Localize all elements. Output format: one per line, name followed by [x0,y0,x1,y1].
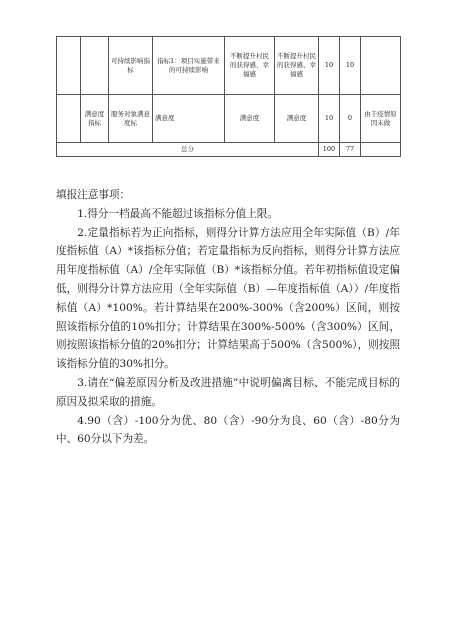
score-cell: 0 [340,95,361,143]
level3-cell: 指标1：项目实施带来的可持续影响 [153,37,225,95]
target-cell: 不断提升村民的获得感、幸福感 [225,37,275,95]
level3-cell: 满意度 [153,95,225,143]
actual-cell: 不断提升村民的获得感、幸福感 [275,37,319,95]
weight-cell: 10 [319,37,340,95]
level2-cell: 服务对象满意度标 [109,95,153,143]
actual-cell: 满意度 [275,95,319,143]
note-item: 4.90（含）-100分为优、80（含）-90分为良、60（含）-80分为中、60分以下为差。 [56,414,400,446]
note-item: 2.定量指标若为正向指标，则得分计算方法应用全年实际值（B）/年度指标值（A）*该指标分值；若定量指标为反向指标，则得分计算方法应用年度指标值（A）/全年实际值（B）*该指标分值。若年初指标值设定偏低，则得分计算方法应用（全年实际值（B）—年度指标值（A））/年度指标值（A）*100%。若计算结果在200%-300%（含200%）区间，则按照该指标分值的10%扣分；计算结果在300%-500%（含300%）区间，则按照该指标分值的20%扣分；计算结果高于500%（含500%），则按照该指标分值的30%扣分。 [56,226,400,371]
target-cell: 满意度 [225,95,275,143]
level1-cell-empty [81,37,109,95]
note-item: 1.得分一档最高不能超过该指标分值上限。 [77,207,278,220]
score-cell: 10 [340,37,361,95]
weight-cell: 10 [319,95,340,143]
total-score: 77 [340,143,361,157]
level2-cell: 可持续影响指标 [109,37,153,95]
total-row [57,143,401,157]
level1-cell: 满意度指标 [81,95,109,143]
blank-cell [57,95,81,143]
note-cell [361,37,401,95]
table-row [57,95,401,143]
level1-cell-empty [57,37,81,95]
performance-table [56,36,401,157]
table-row [57,37,401,95]
notes-title: 填报注意事项： [56,189,131,201]
note-cell: 由于疫情原因未做 [361,95,401,143]
total-weight: 100 [319,143,340,157]
filling-notes [56,186,400,449]
total-note-empty [361,143,401,157]
note-item: 3.请在“偏差原因分析及改进措施”中说明偏离目标、不能完成目标的原因及拟采取的措施。 [56,376,400,408]
total-label: 总分 [57,143,319,157]
